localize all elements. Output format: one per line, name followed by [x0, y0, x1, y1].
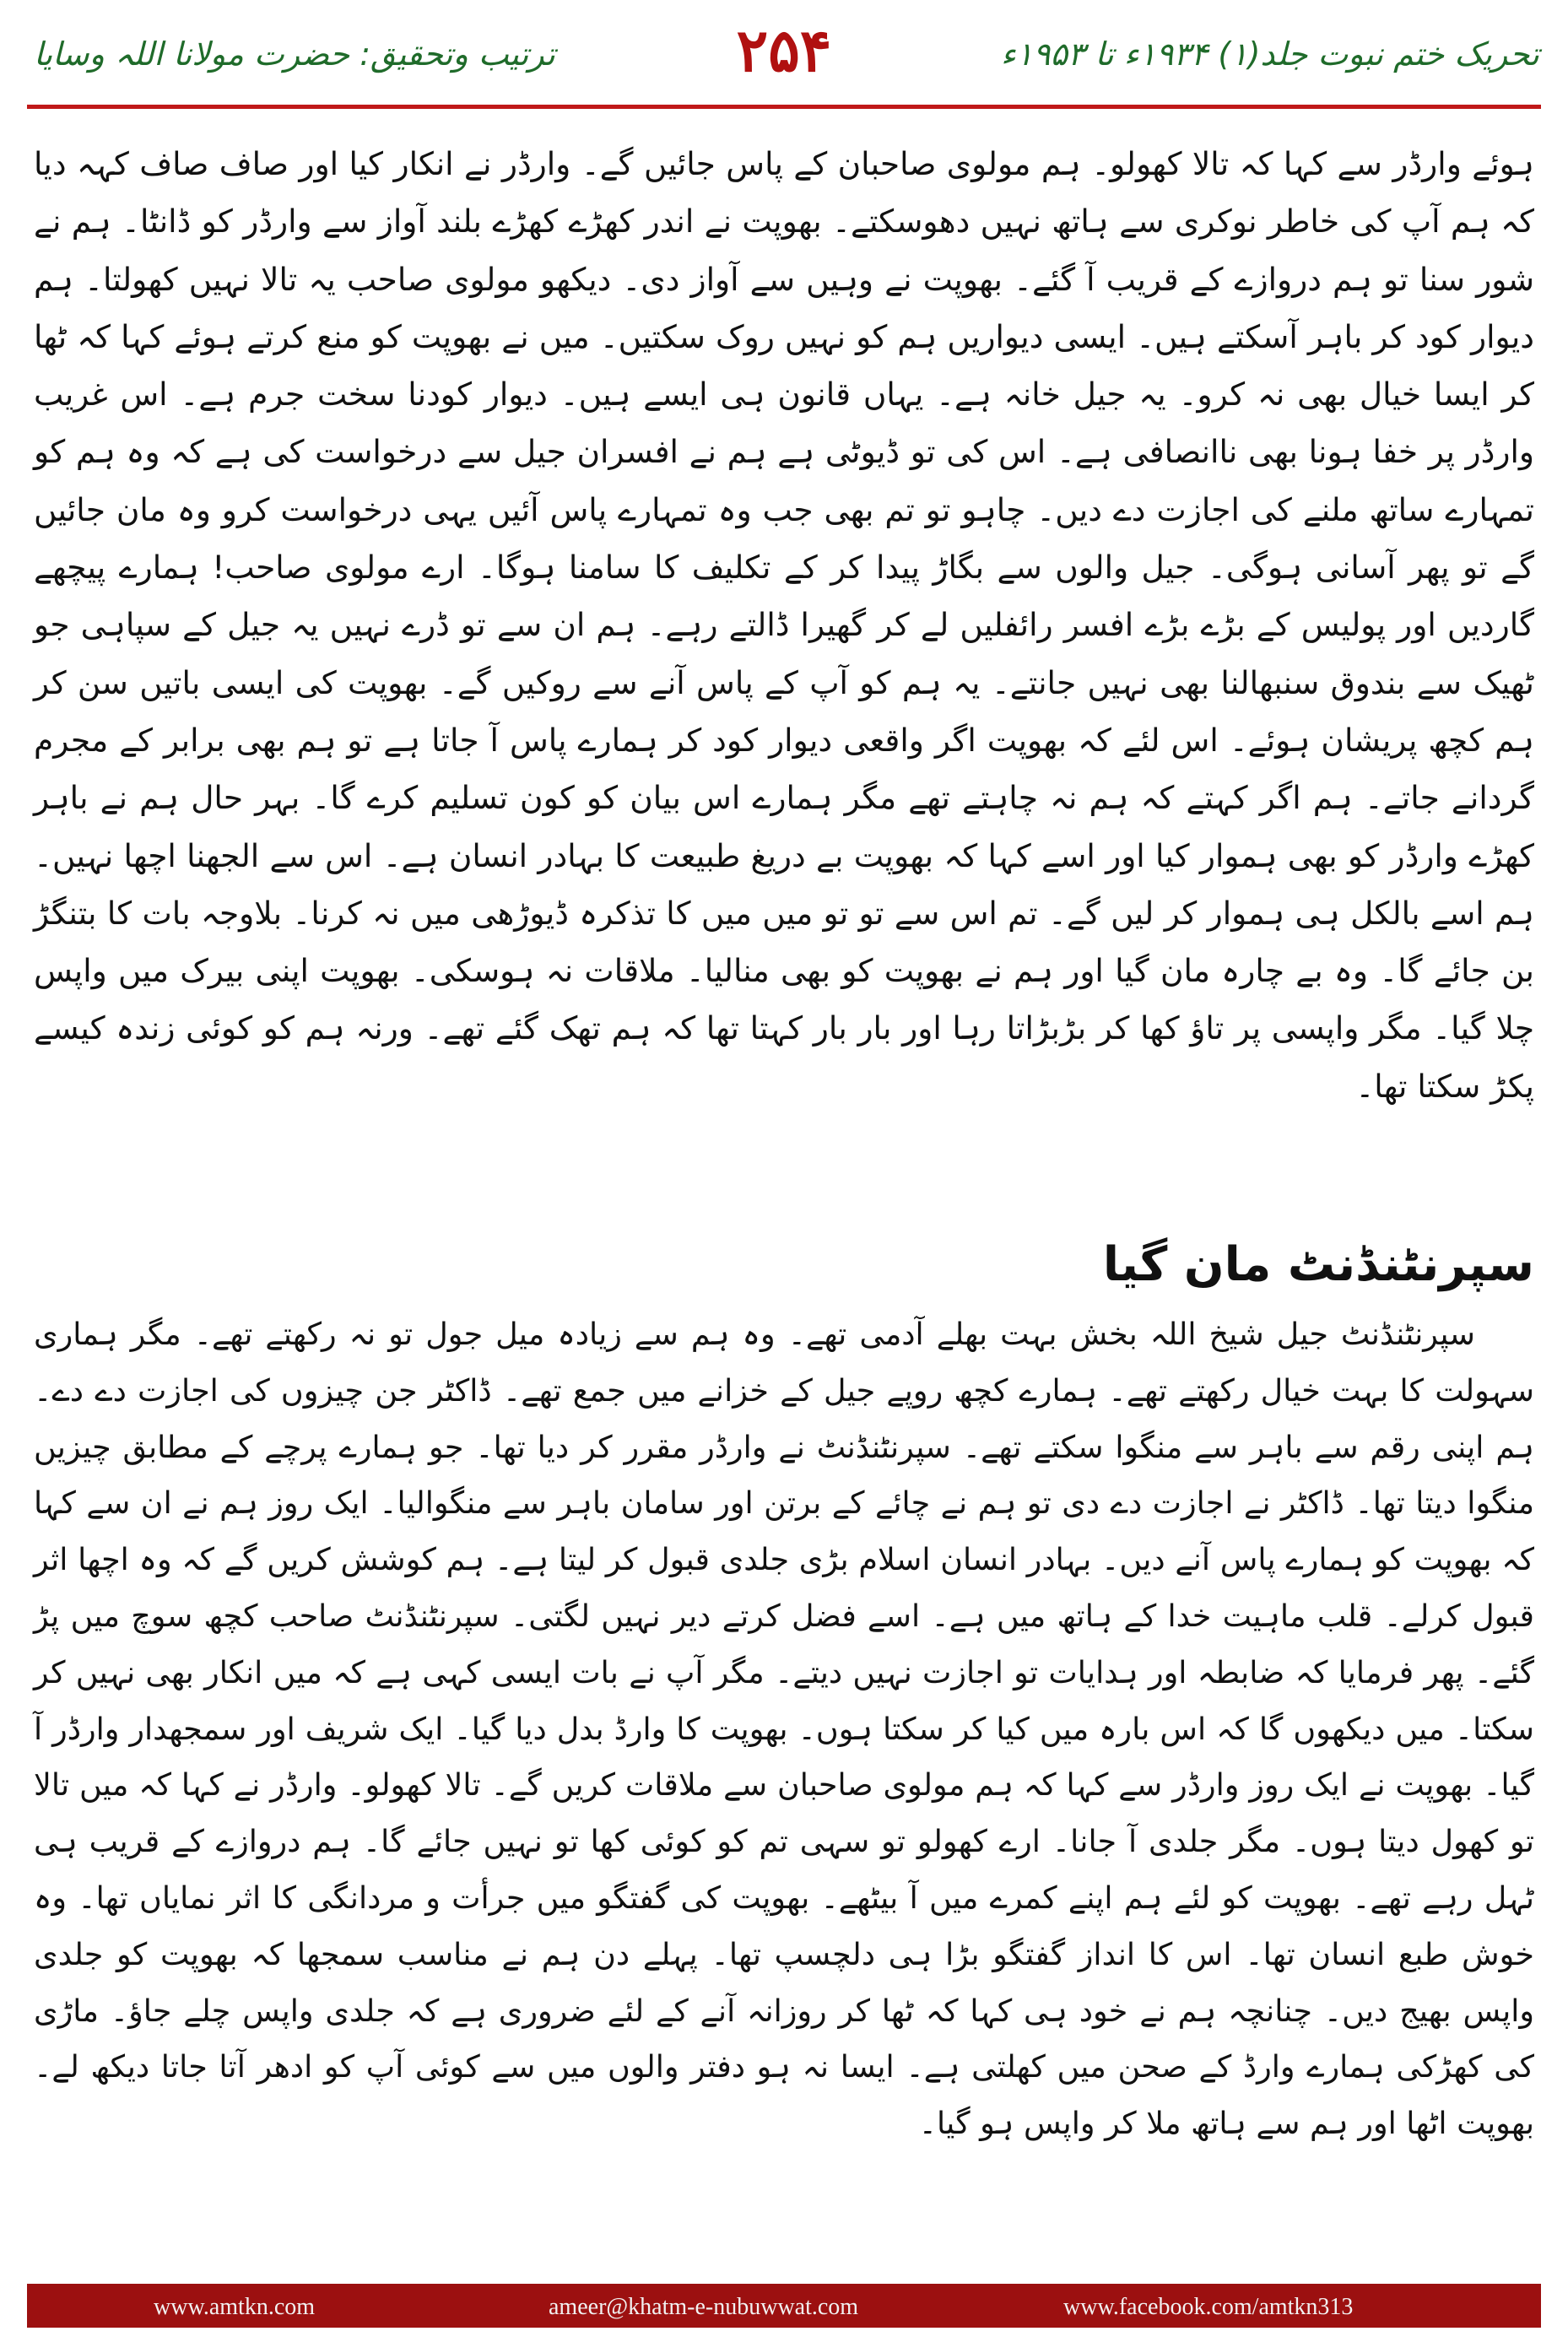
page-header — [0, 0, 1568, 127]
book-title: تحریک ختم نبوت جلد(۱) ۱۹۳۴ء تا ۱۹۵۳ء — [1000, 35, 1539, 73]
page-number: ۲۵۴ — [736, 15, 832, 85]
email-link[interactable]: ameer@khatm-e-nubuwwat.com — [549, 2294, 859, 2320]
section-heading: سپرنٹنڈنٹ مان گیا — [1102, 1237, 1534, 1292]
website-link[interactable]: www.amtkn.com — [154, 2294, 316, 2320]
paragraph-1: ہوئے وارڈر سے کہا کہ تالا کھولو۔ ہم مولوی صاحبان کے پاس جائیں گے۔ وارڈر نے انکار کیا اور صاف صاف کہہ دیا کہ ہم آپ کی خاطر نوکری سے ہاتھ نہیں دھوسکتے۔ بھوپت نے اندر کھڑے کھڑے بلند آواز سے وارڈر کو ڈانٹا۔ ہم نے شور سنا تو ہم دروازے کے قریب آ گئے۔ بھوپت نے وہیں سے آواز دی۔ دیکھو مولوی صاحب یہ تالا نہیں کھولتا۔ ہم دیوار کود کر باہر آسکتے ہیں۔ ایسی دیواریں ہم کو نہیں روک سکتیں۔ میں نے بھوپت کو منع کرتے ہوئے کہا کہ ٹھا کر ایسا خیال بھی نہ کرو۔ یہ جیل خانہ ہے۔ یہاں قانون ہی ایسے ہیں۔ دیوار کودنا سخت جرم ہے۔ اس غریب وارڈر پر خفا ہونا بھی ناانصافی ہے۔ اس کی تو ڈیوٹی ہے ہم نے افسران جیل سے درخواست کی ہے کہ وہ ہم کو تمہارے ساتھ ملنے کی اجازت دے دیں۔ چاہو تو تم بھی جب وہ تمہارے پاس آئیں یہی درخواست کرو وہ مان جائیں گے تو پھر آسانی ہوگی۔ جیل والوں سے بگاڑ پیدا کر کے تکلیف کا سامنا ہوگا۔ ارے مولوی صاحب! ہمارے پیچھے گاردیں اور پولیس کے بڑے بڑے افسر رائفلیں لے کر گھیرا ڈالتے رہے۔ ہم ان سے تو ڈرے نہیں یہ جیل کے سپاہی جو ٹھیک سے بندوق سنبھالنا بھی نہیں جانتے۔ یہ ہم کو آپ کے پاس آنے سے روکیں گے۔ بھوپت کی ایسی باتیں سن کر ہم کچھ پریشان ہوئے۔ اس لئے کہ بھوپت اگر واقعی دیوار کود کر ہمارے پاس آ جاتا ہے تو ہم بھی برابر کے مجرم گردانے جاتے۔ ہم اگر کہتے کہ ہم نہ چاہتے تھے مگر ہمارے اس بیان کو کون تسلیم کرے گا۔ بہر حال ہم نے باہر کھڑے وارڈر کو بھی ہموار کیا اور اسے کہا کہ بھوپت بے دریغ طبیعت کا بہادر انسان ہے۔ اس سے الجھنا اچھا نہیں۔ ہم اسے بالکل ہی ہموار کر لیں گے۔ تم اس سے تو تو میں میں کا تذکرہ ڈیوڑھی میں نہ کرنا۔ بلاوجہ بات کا بتنگڑ بن جائے گا۔ وہ بے چارہ مان گیا اور ہم نے بھوپت کو بھی منالیا۔ ملاقات نہ ہوسکی۔ بھوپت اپنی بیرک میں واپس چلا گیا۔ مگر واپسی پر تاؤ کھا کر بڑبڑاتا رہا اور بار بار کہتا تھا کہ ہم تھک گئے تھے۔ ورنہ ہم کو کوئی زندہ کیسے پکڑ سکتا تھا۔ — [34, 145, 1534, 1105]
compiler-credit: ترتیب وتحقیق: حضرت مولانا اللہ وسایا — [34, 35, 555, 73]
facebook-link[interactable]: www.facebook.com/amtkn313 — [1063, 2294, 1354, 2320]
paragraph-2: سپرنٹنڈنٹ جیل شیخ اللہ بخش بہت بھلے آدمی تھے۔ وہ ہم سے زیادہ میل جول تو نہ رکھتے تھے۔ مگر ہماری سہولت کا بہت خیال رکھتے تھے۔ ہمارے کچھ روپے جیل کے خزانے میں جمع تھے۔ ڈاکٹر جن چیزوں کی اجازت دے دے۔ ہم اپنی رقم سے باہر سے منگوا سکتے تھے۔ سپرنٹنڈنٹ نے وارڈر مقرر کر دیا تھا۔ جو ہمارے پرچے کے مطابق چیزیں منگوا دیتا تھا۔ ڈاکٹر نے اجازت دے دی تو ہم نے چائے کے برتن اور سامان باہر سے منگوالیا۔ ایک روز ہم نے ان سے کہا کہ بھوپت کو ہمارے پاس آنے دیں۔ بہادر انسان اسلام بڑی جلدی قبول کر لیتا ہے۔ ہم کوشش کریں گے کہ وہ اچھا اثر قبول کرلے۔ قلب ماہیت خدا کے ہاتھ میں ہے۔ اسے فضل کرتے دیر نہیں لگتی۔ سپرنٹنڈنٹ صاحب کچھ سوچ میں پڑ گئے۔ پھر فرمایا کہ ضابطہ اور ہدایات تو اجازت نہیں دیتے۔ مگر آپ نے بات ایسی کہی ہے کہ میں انکار بھی نہیں کر سکتا۔ میں دیکھوں گا کہ اس بارہ میں کیا کر سکتا ہوں۔ بھوپت کا وارڈ بدل دیا گیا۔ ایک شریف اور سمجھدار وارڈر آ گیا۔ بھوپت نے ایک روز وارڈر سے کہا کہ ہم مولوی صاحبان سے ملاقات کریں گے۔ تالا کھولو۔ وارڈر نے کہا کہ میں تالا تو کھول دیتا ہوں۔ مگر جلدی آ جانا۔ ارے کھولو تو سہی تم کو کوئی کھا تو نہیں جائے گا۔ ہم دروازے کے قریب ہی ٹہل رہے تھے۔ بھوپت کو لئے ہم اپنے کمرے میں آ بیٹھے۔ بھوپت کی گفتگو میں جرأت و مردانگی کا اثر نمایاں تھا۔ وہ خوش طبع انسان تھا۔ اس کا انداز گفتگو بڑا ہی دلچسپ تھا۔ پہلے دن ہم نے مناسب سمجھا کہ بھوپت کو جلدی واپس بھیج دیں۔ چنانچہ ہم نے خود ہی کہا کہ ٹھا کر روزانہ آنے کے لئے ضروری ہے کہ جلدی واپس چلے جاؤ۔ ماڑی کی کھڑکی ہمارے وارڈ کے صحن میں کھلتی ہے۔ ایسا نہ ہو دفتر والوں میں سے کوئی آپ کو ادھر آتا جاتا دیکھ لے۔ بھوپت اٹھا اور ہم سے ہاتھ ملا کر واپس ہو گیا۔ — [34, 1316, 1534, 2142]
page-footer — [0, 2279, 1568, 2342]
main-text — [34, 135, 1534, 1115]
header-divider — [27, 105, 1541, 109]
paragraph-2-wrap — [34, 1306, 1534, 2152]
section-text — [34, 1306, 1534, 2152]
